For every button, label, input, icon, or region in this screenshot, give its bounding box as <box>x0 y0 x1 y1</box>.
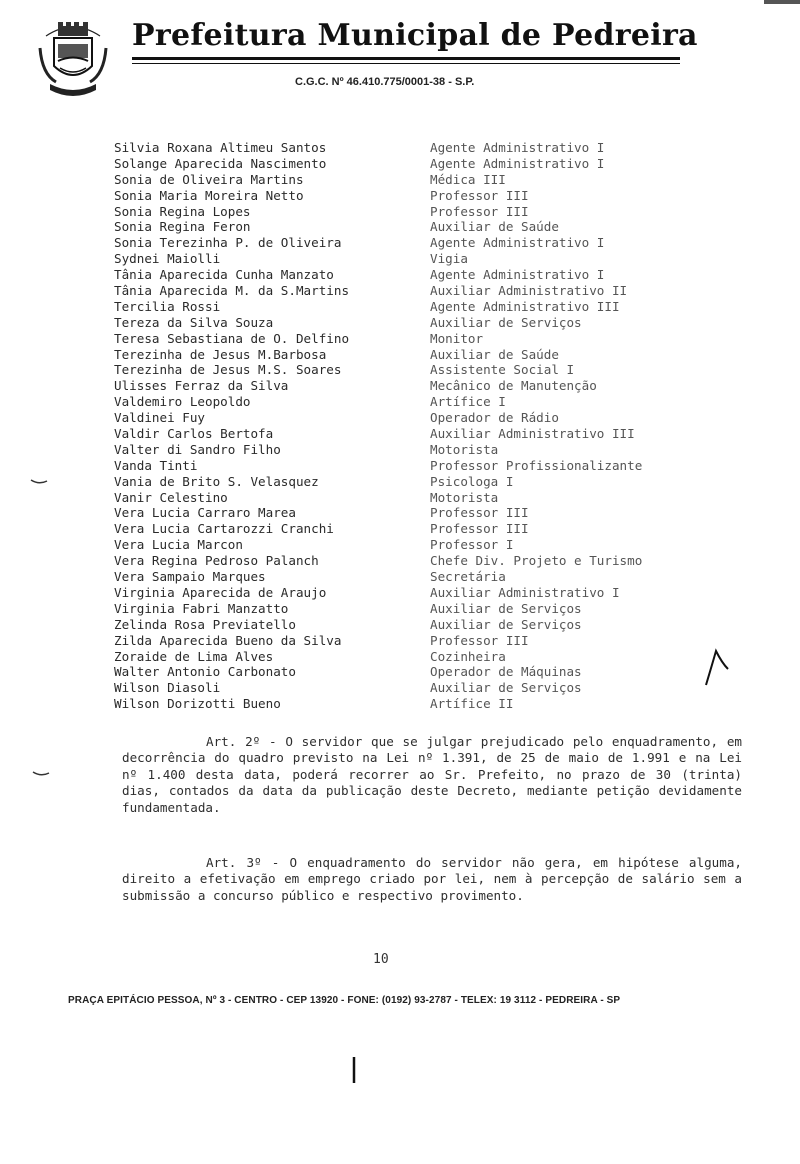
staff-role: Auxiliar de Saúde <box>430 346 559 362</box>
article-2-paragraph <box>122 734 742 816</box>
staff-row <box>114 204 714 220</box>
staff-row <box>114 617 714 633</box>
staff-name: Vera Sampaio Marques <box>114 569 266 585</box>
staff-row <box>114 378 714 394</box>
staff-row <box>114 601 714 617</box>
staff-row <box>114 490 714 506</box>
staff-name: Vera Lucia Cartarozzi Cranchi <box>114 521 334 537</box>
staff-row <box>114 410 714 426</box>
staff-role: Médica III <box>430 171 506 187</box>
scan-mark <box>32 770 50 778</box>
staff-role: Cozinheira <box>430 648 506 664</box>
staff-role: Auxiliar de Serviços <box>430 314 582 330</box>
staff-role: Motorista <box>430 441 499 457</box>
scan-mark <box>350 1056 358 1084</box>
staff-row <box>114 649 714 665</box>
staff-role: Psicologa I <box>430 473 514 489</box>
cgc-number: C.G.C. Nº 46.410.775/0001-38 - S.P. <box>295 76 475 88</box>
staff-role: Auxiliar Administrativo II <box>430 283 628 299</box>
staff-name: Tercilia Rossi <box>114 298 221 314</box>
staff-row <box>114 283 714 299</box>
staff-name: Zilda Aparecida Bueno da Silva <box>114 632 342 648</box>
staff-row <box>114 156 714 172</box>
municipal-coat-of-arms <box>36 14 110 104</box>
staff-list <box>114 140 714 712</box>
staff-row <box>114 299 714 315</box>
address-footer: PRAÇA EPITÁCIO PESSOA, Nº 3 - CENTRO - CEP 13920 - FONE: (0192) 93-2787 - TELEX: 19 3112 - PEDREIRA - SP <box>68 995 621 1006</box>
page-title: Prefeitura Municipal de Pedreira <box>132 18 698 53</box>
staff-row <box>114 188 714 204</box>
staff-row <box>114 442 714 458</box>
staff-row <box>114 680 714 696</box>
staff-role: Professor III <box>430 632 529 648</box>
staff-role: Assistente Social I <box>430 362 575 378</box>
staff-role: Professor III <box>430 203 529 219</box>
staff-role: Mecânico de Manutenção <box>430 378 597 394</box>
staff-row <box>114 537 714 553</box>
staff-role: Monitor <box>430 330 484 346</box>
staff-role: Operador de Rádio <box>430 410 559 426</box>
staff-name: Silvia Roxana Altimeu Santos <box>114 140 327 155</box>
staff-row <box>114 521 714 537</box>
staff-role: Secretária <box>430 569 506 585</box>
handwritten-check-mark <box>700 645 734 689</box>
staff-row <box>114 140 714 156</box>
staff-role: Professor III <box>430 505 529 521</box>
staff-name: Vanda Tinti <box>114 457 198 473</box>
staff-row <box>114 315 714 331</box>
staff-name: Wilson Diasoli <box>114 680 221 696</box>
staff-role: Artífice II <box>430 696 514 712</box>
staff-row <box>114 267 714 283</box>
staff-name: Vera Lucia Marcon <box>114 537 243 553</box>
staff-name: Sonia Terezinha P. de Oliveira <box>114 235 342 251</box>
staff-row <box>114 394 714 410</box>
staff-name: Sydnei Maiolli <box>114 251 221 267</box>
staff-name: Wilson Dorizotti Bueno <box>114 696 281 712</box>
staff-row <box>114 553 714 569</box>
staff-name: Solange Aparecida Nascimento <box>114 155 327 171</box>
header-rule-thin <box>132 63 680 64</box>
staff-name: Vera Regina Pedroso Palanch <box>114 553 319 569</box>
staff-name: Virginia Aparecida de Araujo <box>114 584 327 600</box>
staff-name: Sonia Maria Moreira Netto <box>114 187 304 203</box>
staff-row <box>114 347 714 363</box>
staff-name: Virginia Fabri Manzatto <box>114 600 289 616</box>
staff-row <box>114 585 714 601</box>
staff-row <box>114 505 714 521</box>
staff-name: Sonia de Oliveira Martins <box>114 171 304 187</box>
staff-role: Auxiliar de Serviços <box>430 600 582 616</box>
staff-role: Agente Administrativo I <box>430 235 605 251</box>
staff-row <box>114 172 714 188</box>
staff-name: Tânia Aparecida Cunha Manzato <box>114 267 334 283</box>
staff-role: Auxiliar de Serviços <box>430 616 582 632</box>
staff-name: Vera Lucia Carraro Marea <box>114 505 296 521</box>
staff-role: Professor Profissionalizante <box>430 457 643 473</box>
staff-row <box>114 362 714 378</box>
staff-name: Tereza da Silva Souza <box>114 314 274 330</box>
staff-role: Auxiliar de Saúde <box>430 219 559 235</box>
header-rule <box>132 57 680 60</box>
staff-name: Teresa Sebastiana de O. Delfino <box>114 330 350 346</box>
article-3-text: Art. 3º - O enquadramento do servidor não gera, em hipótese alguma, direito a efetivação em emprego criado por lei, nem à percepção de salário sem a submissão a concurso público e respectivo provimento. <box>122 855 742 903</box>
staff-row <box>114 569 714 585</box>
staff-role: Professor III <box>430 187 529 203</box>
staff-row <box>114 331 714 347</box>
staff-role: Agente Administrativo I <box>430 267 605 283</box>
staff-role: Auxiliar Administrativo III <box>430 426 635 442</box>
staff-row <box>114 251 714 267</box>
staff-row <box>114 219 714 235</box>
staff-role: Motorista <box>430 489 499 505</box>
staff-row <box>114 458 714 474</box>
staff-role: Professor I <box>430 537 514 553</box>
article-3-paragraph <box>122 855 742 904</box>
staff-name: Vanir Celestino <box>114 489 228 505</box>
staff-name: Ulisses Ferraz da Silva <box>114 378 289 394</box>
staff-role: Operador de Máquinas <box>430 664 582 680</box>
staff-role: Agente Administrativo I <box>430 140 605 155</box>
staff-role: Agente Administrativo I <box>430 155 605 171</box>
staff-name: Terezinha de Jesus M.S. Soares <box>114 362 342 378</box>
staff-role: Artífice I <box>430 394 506 410</box>
staff-role: Professor III <box>430 521 529 537</box>
staff-row <box>114 664 714 680</box>
staff-name: Zoraide de Lima Alves <box>114 648 274 664</box>
staff-role: Auxiliar Administrativo I <box>430 584 620 600</box>
scan-edge <box>764 0 800 6</box>
staff-name: Tânia Aparecida M. da S.Martins <box>114 283 350 299</box>
staff-row <box>114 696 714 712</box>
staff-row <box>114 633 714 649</box>
staff-name: Vania de Brito S. Velasquez <box>114 473 319 489</box>
staff-name: Valter di Sandro Filho <box>114 441 281 457</box>
staff-row <box>114 426 714 442</box>
staff-name: Valdinei Fuy <box>114 410 205 426</box>
staff-role: Vigia <box>430 251 468 267</box>
staff-name: Valdir Carlos Bertofa <box>114 426 274 442</box>
staff-name: Zelinda Rosa Previatello <box>114 616 296 632</box>
staff-role: Agente Administrativo III <box>430 298 620 314</box>
page-number: 10 <box>373 952 389 967</box>
staff-name: Walter Antonio Carbonato <box>114 664 296 680</box>
staff-name: Sonia Regina Feron <box>114 219 251 235</box>
scan-mark <box>30 478 48 486</box>
staff-role: Auxiliar de Serviços <box>430 680 582 696</box>
staff-row <box>114 235 714 251</box>
staff-role: Chefe Div. Projeto e Turismo <box>430 553 643 569</box>
staff-name: Sonia Regina Lopes <box>114 203 251 219</box>
staff-row <box>114 474 714 490</box>
article-2-text: Art. 2º - O servidor que se julgar prejudicado pelo enquadramento, em decorrência do quadro previsto na Lei nº 1.391, de 25 de maio de 1.991 e na Lei nº 1.400 desta data, poderá recorrer ao Sr. Prefeito, no prazo de 30 (trinta) dias, contados da data da publicação deste Decreto, mediante petição devidamente fundamentada. <box>122 734 742 815</box>
staff-name: Terezinha de Jesus M.Barbosa <box>114 346 327 362</box>
staff-name: Valdemiro Leopoldo <box>114 394 251 410</box>
